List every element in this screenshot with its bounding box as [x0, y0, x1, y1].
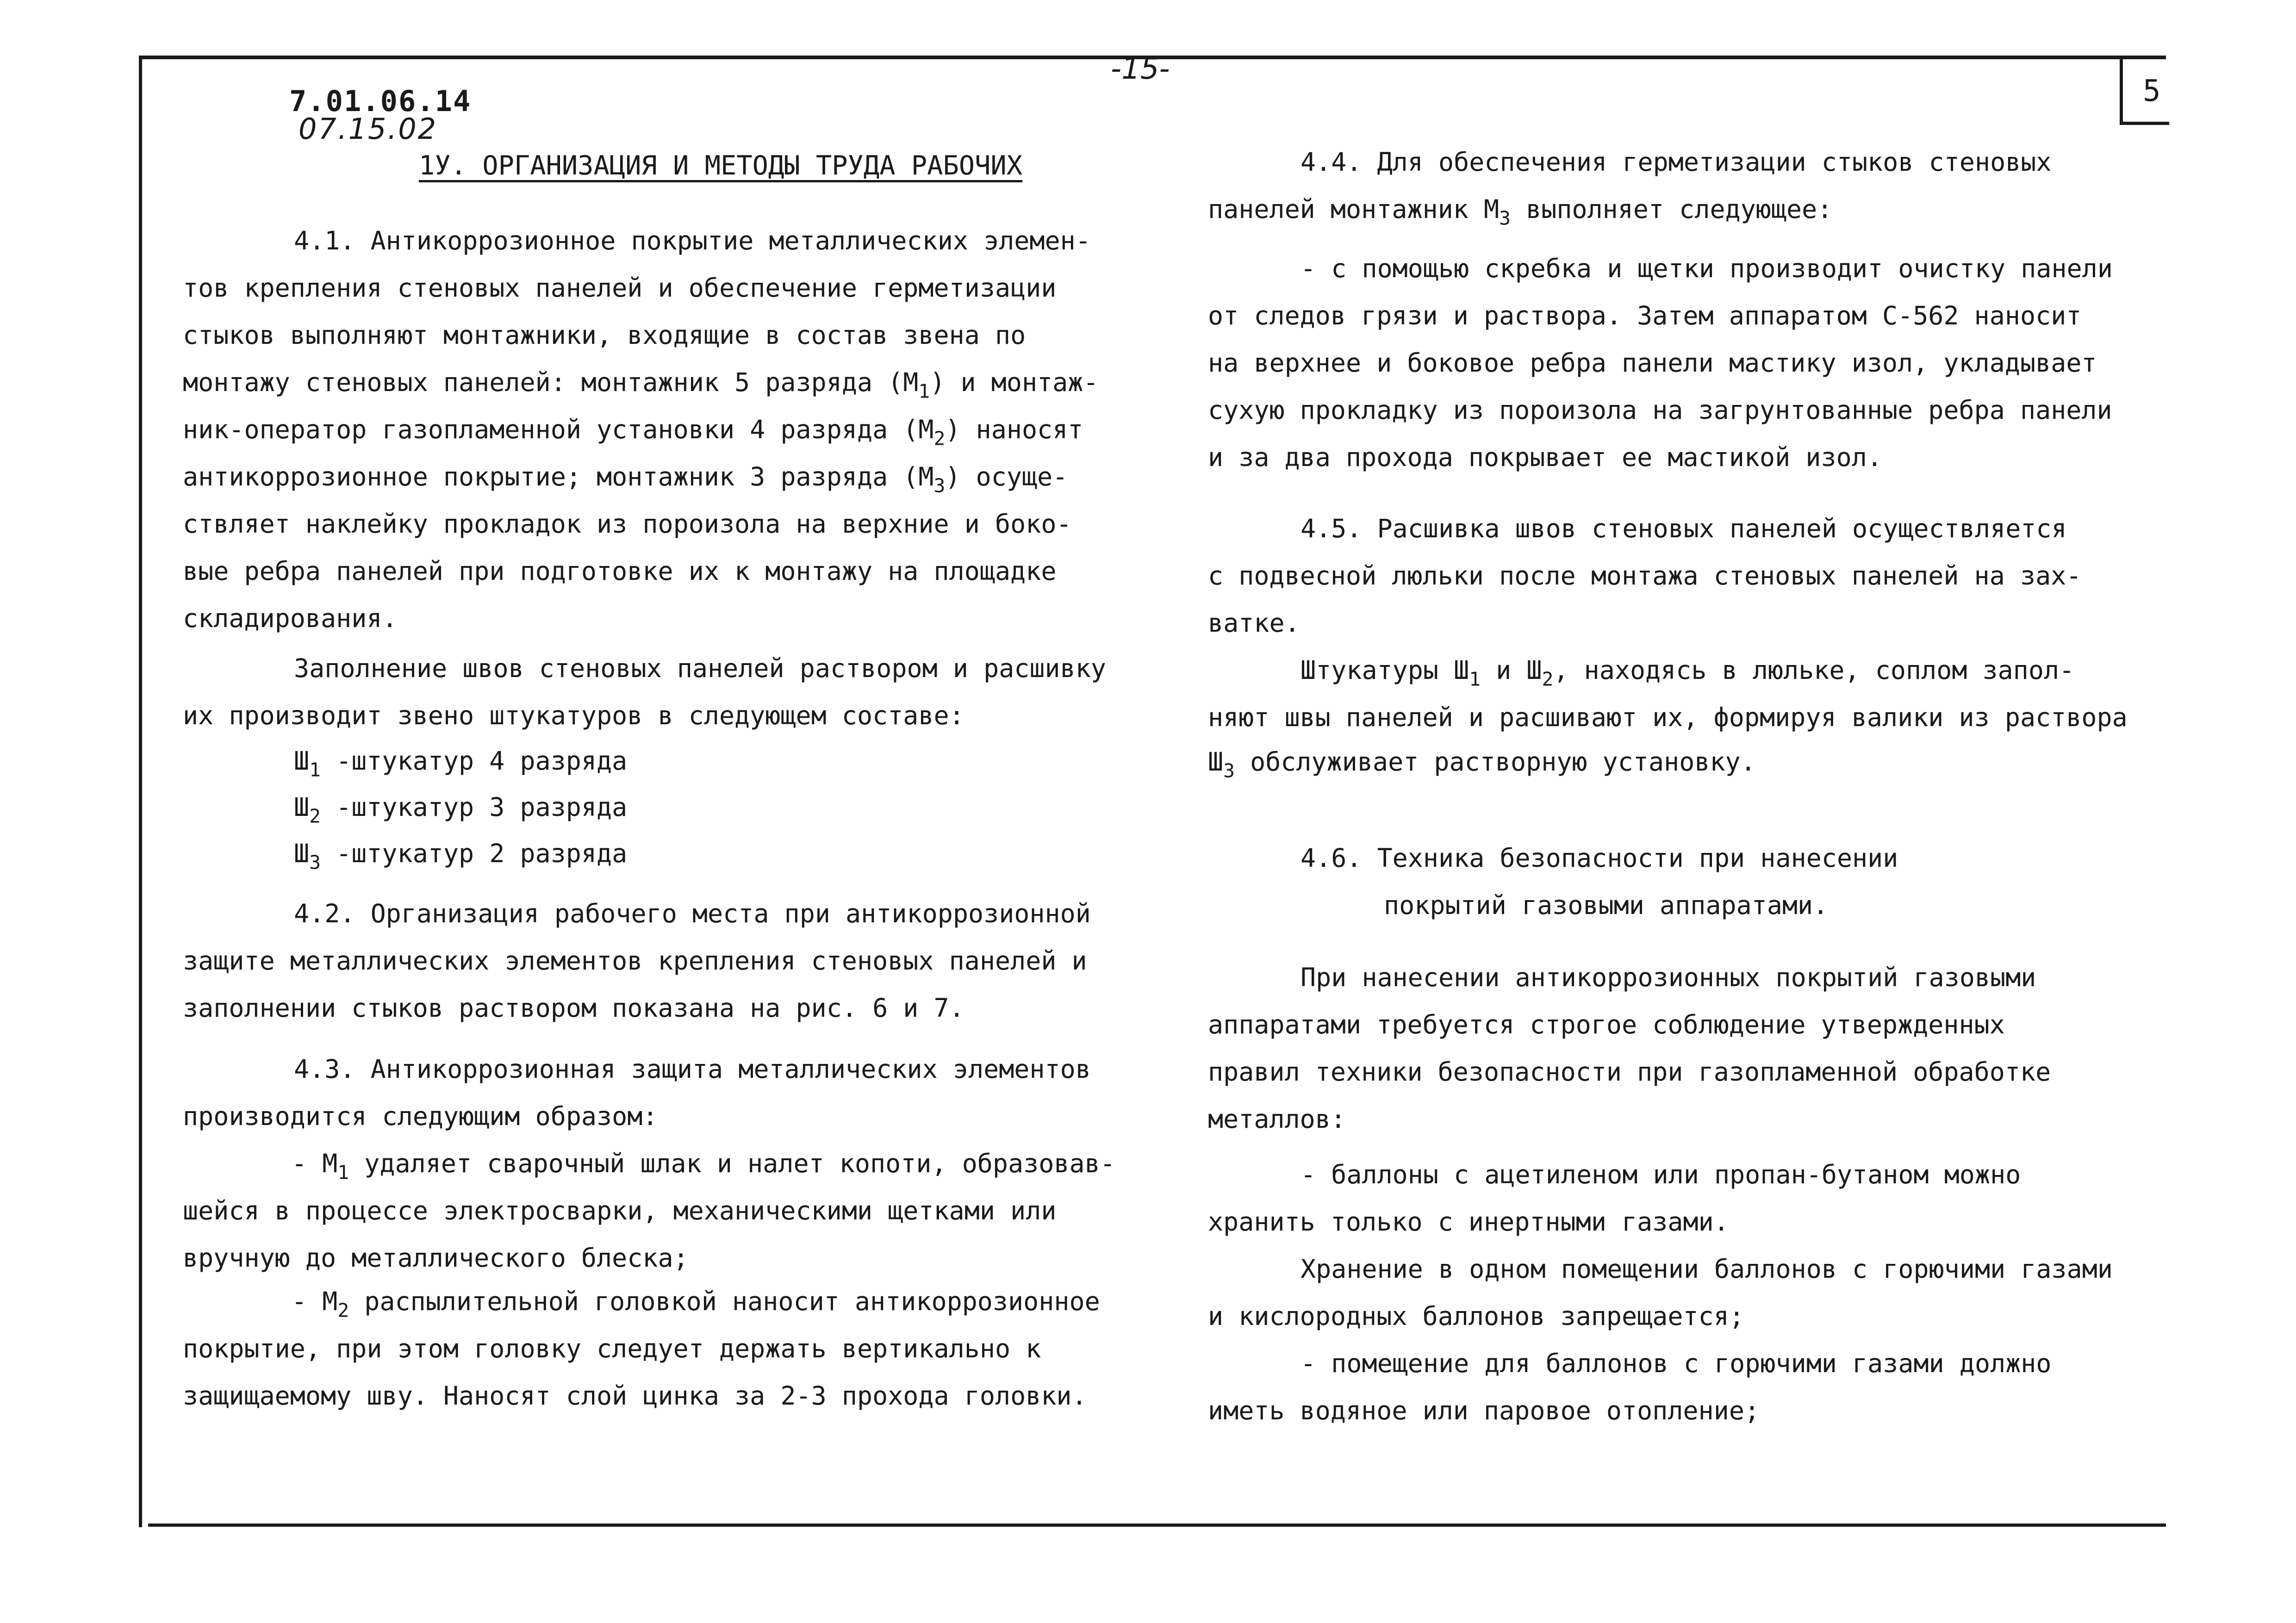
p45b-line-1-sub1: 1 [1469, 668, 1481, 690]
p41-line-5 [183, 415, 1083, 450]
p42-line-1: 4.2. Организация рабочего места при антикоррозионной [294, 899, 1091, 928]
p42-line-3: заполнении стыков раствором показана на рис. 6 и 7. [183, 993, 964, 1023]
p41-line-4 [183, 367, 1099, 403]
p44-line-2-sub: 3 [1499, 207, 1511, 230]
p46-line-2: аппаратами требуется строгое соблюдение утвержденных [1208, 1010, 2005, 1039]
p45b-line-3-a: Ш [1208, 747, 1224, 777]
p46-title-line-1: 4.6. Техника безопасности при нанесении [1300, 843, 1898, 873]
p41-line-6-sub: 3 [933, 474, 946, 497]
p44-line-1: 4.4. Для обеспечения герметизации стыков стеновых [1300, 147, 2052, 177]
p45b-line-1 [1300, 655, 2075, 690]
p43-line-3-sub: 1 [337, 1161, 349, 1184]
page-number: -15- [1111, 52, 1170, 86]
p43-line-3-a: - М [292, 1149, 338, 1178]
p44-line-3: - с помощью скребка и щетки производит очистку панели [1300, 254, 2113, 283]
p46-line-5: - баллоны с ацетиленом или пропан-бутаном можно [1300, 1160, 2021, 1189]
p46-line-10: иметь водяное или паровое отопление; [1208, 1396, 1760, 1425]
p44-line-4: от следов грязи и раствора. Затем аппаратом С-562 наносит [1208, 301, 2082, 330]
p43-line-5: вручную до металлического блеска; [183, 1243, 689, 1273]
p41-line-7: ствляет наклейку прокладок из пороизола на верхние и боко- [183, 509, 1072, 539]
p46-line-1: При нанесении антикоррозионных покрытий газовыми [1300, 963, 2036, 992]
p45b-line-1-sub2: 2 [1542, 668, 1554, 690]
crew-3-text: -штукатур 2 разряда [320, 839, 628, 868]
p45-line-1: 4.5. Расшивка швов стеновых панелей осуществляется [1300, 514, 2067, 543]
p42-line-2: защите металлических элементов крепления стеновых панелей и [183, 946, 1087, 976]
p44-line-2-a: панелей монтажник М [1208, 194, 1500, 224]
p43-line-6-a: - М [292, 1287, 338, 1316]
document-code: 7.01.06.14 [289, 84, 472, 118]
p43-line-3-b: удаляет сварочный шлак и налет копоти, образовав- [349, 1149, 1115, 1178]
p45b-line-1-c: , находясь в люльке, соплом запол- [1553, 655, 2075, 685]
crew-2-idx: 2 [309, 805, 321, 827]
p45b-line-2: няют швы панелей и расшивают их, формируя валики из раствора [1208, 703, 2128, 732]
crew-3-idx: 3 [309, 851, 321, 874]
p45-line-2: с подвесной люльки после монтажа стеновых панелей на зах- [1208, 561, 2082, 591]
p41-line-3: стыков выполняют монтажники, входящие в состав звена по [183, 320, 1026, 350]
p44-line-2-b: выполняет следующее: [1511, 194, 1833, 224]
crew-item-1 [294, 746, 628, 781]
p46-line-3: правил техники безопасности при газопламенной обработке [1208, 1057, 2051, 1087]
p43-line-4: шейся в процессе электросварки, механическими щетками или [183, 1196, 1057, 1225]
crew-item-3 [294, 839, 628, 874]
p44-line-6: сухую прокладку из пороизола на загрунтованные ребра панели [1208, 395, 2112, 425]
right-column [1208, 0, 2128, 1425]
p43-line-8: защищаемому шву. Наносят слой цинка за 2-3 прохода головки. [183, 1381, 1087, 1411]
p43-line-6-sub: 2 [337, 1299, 349, 1322]
p46-line-6: хранить только с инертными газами. [1208, 1207, 1729, 1237]
document-subcode: 07.15.02 [299, 112, 438, 146]
p41-line-4-sub: 1 [918, 380, 930, 403]
p41-line-8: вые ребра панелей при подготовке их к монтажу на площадке [183, 556, 1057, 586]
p45b-line-1-a: Штукатуры Ш [1300, 655, 1469, 685]
p46-line-8: и кислородных баллонов запрещается; [1208, 1301, 1744, 1331]
p46-title-line-2: покрытий газовыми аппаратами. [1384, 890, 1829, 920]
crew-2-text: -штукатур 3 разряда [320, 792, 628, 822]
p46-line-7: Хранение в одном помещении баллонов с горючими газами [1300, 1254, 2113, 1284]
p45b-line-1-b: и Ш [1481, 655, 1542, 685]
p41-line-5-b: ) наносят [945, 415, 1083, 444]
p45-line-3: ватке. [1208, 608, 1300, 638]
p41-line-6-b: ) осуще- [945, 462, 1068, 491]
p44-line-2 [1208, 194, 1833, 230]
crew-3-sym: Ш [294, 839, 310, 868]
fill-line-1: Заполнение швов стеновых панелей раствором и расшивку [294, 653, 1106, 683]
p41-line-5-sub: 2 [933, 427, 946, 450]
p43-line-7: покрытие, при этом головку следует держать вертикально к [183, 1334, 1041, 1363]
crew-1-text: -штукатур 4 разряда [320, 746, 628, 776]
frame-left-line [139, 56, 142, 1527]
p41-line-4-b: ) и монтаж- [930, 367, 1099, 397]
p43-line-6 [292, 1287, 1100, 1322]
p46-line-9: - помещение для баллонов с горючими газами должно [1300, 1349, 2052, 1378]
p41-line-6 [183, 462, 1068, 497]
p45b-line-3-sub: 3 [1223, 759, 1235, 782]
p41-line-5-a: ник-оператор газопламенной установки 4 разряда (М [183, 415, 934, 444]
crew-1-sym: Ш [294, 746, 310, 776]
p43-line-6-b: распылительной головкой наносит антикоррозионное [349, 1287, 1100, 1316]
p41-line-1: 4.1. Антикоррозионное покрытие металлических элемен- [294, 226, 1091, 255]
p45b-line-3-b: обслуживает растворную установку. [1234, 747, 1756, 777]
section-title: 1У. ОРГАНИЗАЦИЯ И МЕТОДЫ ТРУДА РАБОЧИХ [419, 150, 1023, 181]
p44-line-5: на верхнее и боковое ребра панели мастику изол, укладывает [1208, 348, 2097, 378]
frame-bottom-line [148, 1524, 2166, 1527]
p43-line-3 [292, 1149, 1115, 1184]
p41-line-6-a: антикоррозионное покрытие; монтажник 3 разряда (М [183, 462, 934, 491]
crew-1-idx: 1 [309, 759, 321, 781]
p46-line-4: металлов: [1208, 1104, 1346, 1134]
p43-line-2: производится следующим образом: [183, 1101, 658, 1131]
fill-line-2: их производит звено штукатуров в следующем составе: [183, 701, 964, 730]
p44-line-7: и за два прохода покрывает ее мастикой изол. [1208, 442, 1882, 472]
p41-line-4-a: монтажу стеновых панелей: монтажник 5 разряда (М [183, 367, 919, 397]
p45b-line-3 [1208, 747, 1756, 782]
p43-line-1: 4.3. Антикоррозионная защита металлических элементов [294, 1054, 1091, 1084]
crew-item-2 [294, 792, 628, 827]
sheet-number: 5 [2143, 74, 2161, 108]
p41-line-2: тов крепления стеновых панелей и обеспечение герметизации [183, 273, 1057, 303]
p41-line-9: складирования. [183, 603, 398, 633]
crew-2-sym: Ш [294, 792, 310, 822]
